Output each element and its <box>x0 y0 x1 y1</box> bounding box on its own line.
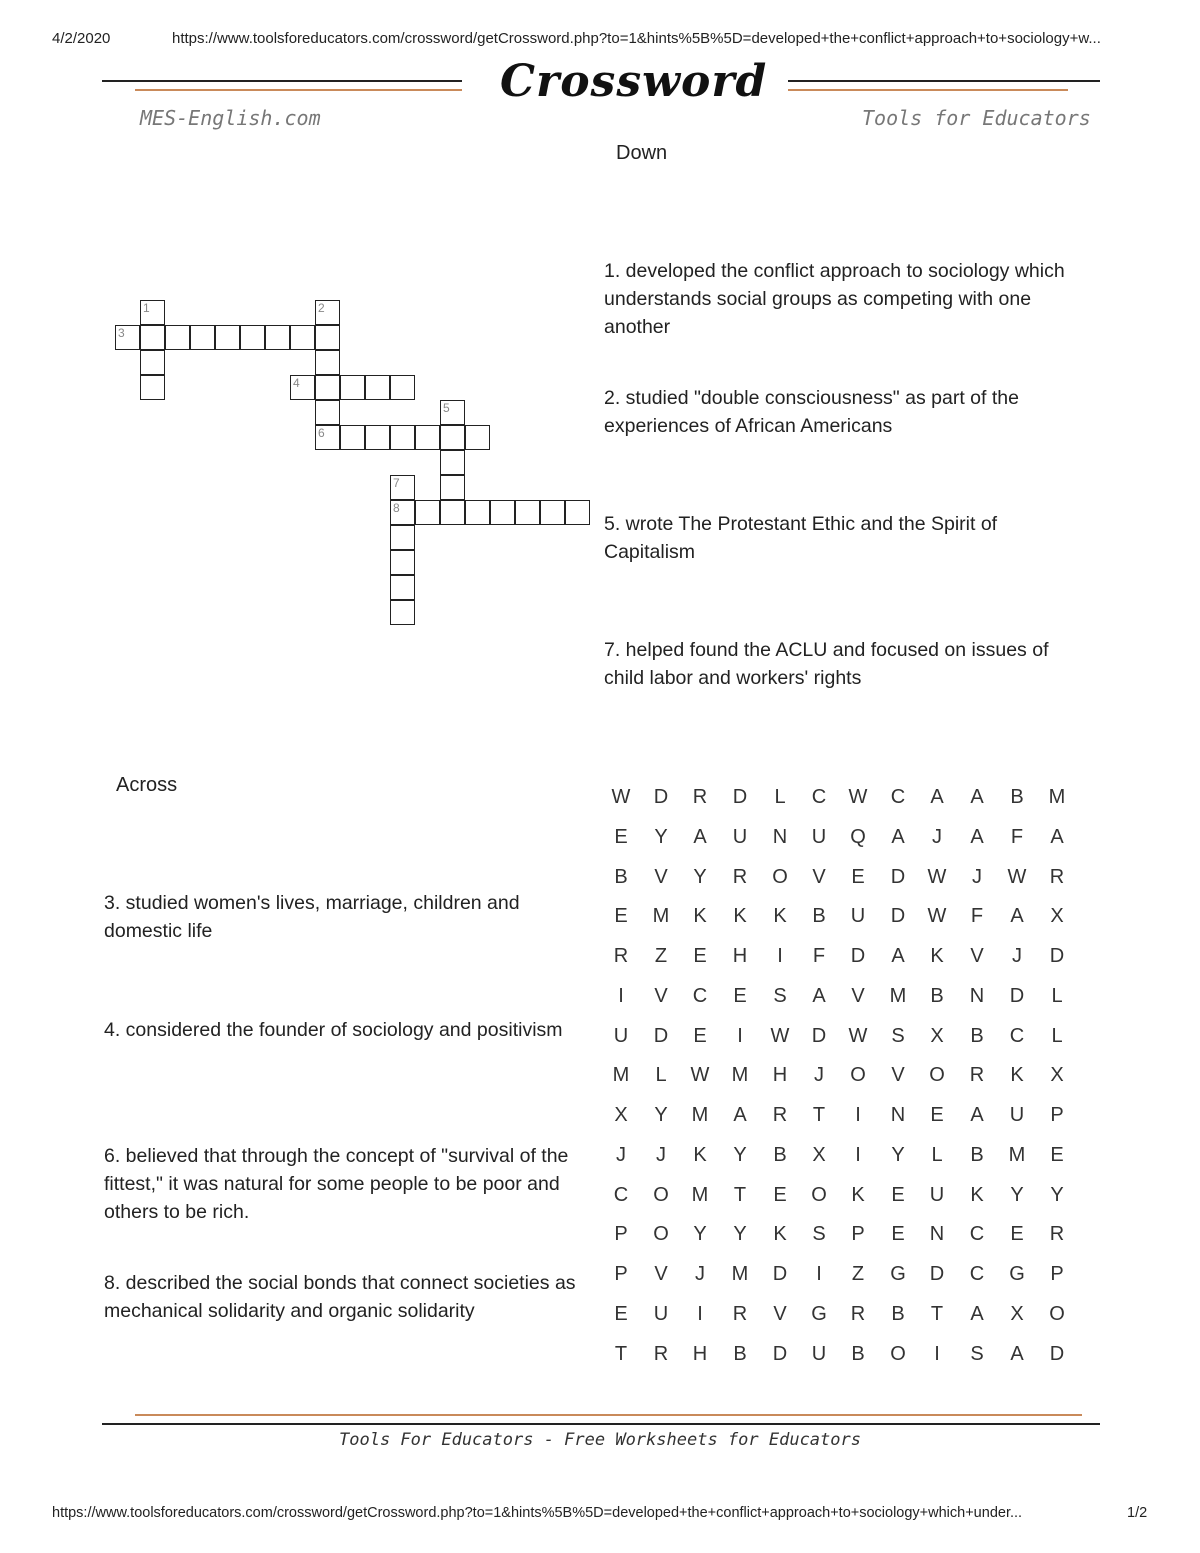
word-search-letter[interactable]: U <box>811 825 827 848</box>
word-search-letter[interactable]: J <box>656 1143 666 1166</box>
page-number: 1/2 <box>1127 1505 1148 1521</box>
word-search-letter[interactable]: C <box>692 984 708 1007</box>
word-search-letter[interactable]: G <box>890 1263 906 1285</box>
word-search-letter[interactable]: B <box>733 1342 747 1365</box>
word-search-letter[interactable]: U <box>732 825 748 848</box>
word-search-letter[interactable]: I <box>816 1263 822 1285</box>
word-search-letter[interactable]: W <box>848 1024 868 1047</box>
word-search-letter[interactable]: B <box>851 1342 865 1365</box>
word-search-letter[interactable]: A <box>693 825 707 848</box>
word-search-letter[interactable]: Y <box>654 825 668 848</box>
word-search-letter[interactable]: X <box>1050 905 1064 928</box>
word-search-letter[interactable]: R <box>613 945 629 967</box>
crossword-clue-number: 2 <box>318 301 325 315</box>
word-search-letter[interactable]: L <box>655 1064 667 1087</box>
word-search-letter[interactable]: W <box>611 786 631 808</box>
word-search-letter[interactable]: B <box>812 905 826 928</box>
word-search-letter[interactable]: A <box>1010 905 1024 928</box>
word-search-letter[interactable]: H <box>732 945 748 967</box>
word-search-letter[interactable]: B <box>970 1143 984 1166</box>
word-search-letter[interactable]: F <box>1010 825 1024 848</box>
word-search-letter[interactable]: A <box>930 786 944 808</box>
word-search-letter[interactable]: K <box>851 1183 865 1206</box>
word-search-letter[interactable]: V <box>654 1263 668 1285</box>
crossword-cell[interactable] <box>115 325 140 350</box>
crossword-cell[interactable] <box>515 500 540 525</box>
word-search-letter[interactable]: O <box>929 1064 945 1087</box>
word-search-letter[interactable]: D <box>772 1342 788 1365</box>
word-search-letter[interactable]: E <box>614 1302 628 1325</box>
word-search-letter[interactable]: A <box>970 1302 984 1325</box>
down-clue-2: 2. studied "double consciousness" as part of the experiences of African Americans <box>604 387 1019 437</box>
word-search-letter[interactable]: P <box>614 1223 628 1246</box>
crossword-cell[interactable] <box>190 325 215 350</box>
crossword-clue-number: 5 <box>443 401 450 415</box>
word-search-letter[interactable]: F <box>812 945 826 967</box>
word-search-letter[interactable]: E <box>614 905 628 928</box>
word-search-letter[interactable]: G <box>1009 1263 1025 1285</box>
crossword-cell[interactable] <box>565 500 590 525</box>
crossword-cell[interactable] <box>140 325 165 350</box>
word-search-letter[interactable]: L <box>1051 984 1063 1007</box>
word-search-letter[interactable]: K <box>773 905 787 928</box>
word-search-letter[interactable]: C <box>811 786 827 808</box>
word-search-letter[interactable]: J <box>616 1143 626 1166</box>
word-search-letter[interactable]: E <box>614 825 628 848</box>
word-search-letter[interactable]: L <box>1051 1024 1063 1047</box>
crossword-cell[interactable] <box>440 500 465 525</box>
word-search-letter[interactable]: E <box>851 865 865 888</box>
word-search-letter[interactable]: I <box>777 945 783 967</box>
word-search-letter[interactable]: I <box>737 1024 743 1047</box>
crossword-cell[interactable] <box>465 500 490 525</box>
word-search-letter[interactable]: E <box>693 945 707 967</box>
crossword-cell[interactable] <box>390 525 415 550</box>
word-search-letter[interactable]: X <box>1010 1302 1024 1325</box>
word-search-letter[interactable]: K <box>693 905 707 928</box>
word-search-letter[interactable]: U <box>850 905 866 928</box>
page-url: https://www.toolsforeducators.com/crossword/getCrossword.php?to=1&hints%5B%5D=developed+the+conflict+approach+to+sociology+which+under... <box>52 1505 1023 1521</box>
crossword-cell[interactable] <box>215 325 240 350</box>
word-search-letter[interactable]: T <box>812 1104 826 1126</box>
word-search-letter[interactable]: E <box>1010 1223 1024 1246</box>
word-search-letter[interactable]: L <box>774 786 786 808</box>
crossword-cell[interactable] <box>390 375 415 400</box>
word-search-letter[interactable]: M <box>691 1104 709 1126</box>
word-search-letter[interactable]: G <box>811 1302 827 1325</box>
word-search-letter[interactable]: E <box>891 1183 905 1206</box>
crossword-cell[interactable] <box>490 500 515 525</box>
word-search-letter[interactable]: W <box>690 1064 710 1087</box>
footer-text: Tools For Educators - Free Worksheets for Educators <box>339 1430 861 1450</box>
word-search-letter[interactable]: A <box>733 1104 747 1126</box>
down-clue-7: 7. helped found the ACLU and focused on issues of child labor and workers' rights <box>604 639 1049 689</box>
word-search-letter[interactable]: D <box>890 905 906 928</box>
word-search-letter[interactable]: R <box>692 786 708 808</box>
word-search-letter[interactable]: D <box>850 945 866 967</box>
crossword-cell[interactable] <box>440 475 465 500</box>
word-search-letter[interactable]: E <box>773 1183 787 1206</box>
word-search-letter[interactable]: K <box>733 905 747 928</box>
word-search-letter[interactable]: Y <box>693 1223 707 1246</box>
word-search-letter[interactable]: V <box>812 865 826 888</box>
word-search-letter[interactable]: P <box>851 1223 865 1246</box>
word-search-letter[interactable]: R <box>772 1104 788 1126</box>
across-clue-8: 8. described the social bonds that connect societies as mechanical solidarity and organic solidarity <box>104 1272 576 1322</box>
word-search-letter[interactable]: Y <box>733 1223 747 1246</box>
crossword-cell[interactable] <box>265 325 290 350</box>
print-date: 4/2/2020 <box>52 30 111 47</box>
word-search-letter[interactable]: O <box>850 1064 866 1087</box>
word-search-letter[interactable]: M <box>691 1183 709 1206</box>
word-search-letter[interactable]: I <box>697 1302 703 1325</box>
word-search-letter[interactable]: N <box>929 1223 945 1246</box>
word-search-letter[interactable]: W <box>927 865 947 888</box>
word-search-letter[interactable]: D <box>890 865 906 888</box>
word-search-letter[interactable]: D <box>1049 945 1065 967</box>
word-search-letter[interactable]: A <box>970 1104 984 1126</box>
word-search-letter[interactable]: C <box>1009 1024 1025 1047</box>
word-search-letter[interactable]: D <box>653 786 669 808</box>
print-url: https://www.toolsforeducators.com/crossword/getCrossword.php?to=1&hints%5B%5D=developed+the+conflict+approach+to+sociology+w... <box>172 30 1101 47</box>
word-search-letter[interactable]: Y <box>1010 1183 1024 1206</box>
crossword-clue-number: 7 <box>393 476 400 490</box>
crossword-cell[interactable] <box>340 375 365 400</box>
word-search-letter[interactable]: S <box>812 1223 826 1246</box>
crossword-cell[interactable] <box>390 475 415 500</box>
crossword-cell[interactable] <box>315 425 340 450</box>
word-search-letter[interactable]: Y <box>891 1143 905 1166</box>
word-search-letter[interactable]: H <box>692 1342 708 1365</box>
word-search-letter[interactable]: J <box>814 1064 824 1087</box>
word-search-letter[interactable]: S <box>891 1024 905 1047</box>
word-search-letter[interactable]: J <box>695 1263 705 1285</box>
word-search-letter[interactable]: J <box>972 865 982 888</box>
word-search-letter[interactable]: Z <box>851 1263 865 1285</box>
word-search-letter[interactable]: V <box>654 984 668 1007</box>
word-search-letter[interactable]: A <box>812 984 826 1007</box>
word-search-letter[interactable]: O <box>653 1223 669 1246</box>
word-search-letter[interactable]: U <box>653 1302 669 1325</box>
crossword-cell[interactable] <box>315 375 340 400</box>
word-search-letter[interactable]: M <box>731 1263 749 1285</box>
word-search-letter[interactable]: K <box>930 945 944 967</box>
word-search-letter[interactable]: X <box>1050 1064 1064 1087</box>
word-search-letter[interactable]: N <box>969 984 985 1007</box>
word-search-letter[interactable]: Y <box>693 865 707 888</box>
word-search-letter[interactable]: I <box>855 1143 861 1166</box>
word-search-letter[interactable]: R <box>850 1302 866 1325</box>
word-search-letter[interactable]: W <box>770 1024 790 1047</box>
page-title: Crossword <box>500 56 768 107</box>
word-search-letter[interactable]: A <box>970 825 984 848</box>
word-search-letter[interactable]: U <box>1009 1104 1025 1126</box>
crossword-cell[interactable] <box>440 450 465 475</box>
word-search-letter[interactable]: F <box>970 905 984 928</box>
word-search-letter[interactable]: C <box>890 786 906 808</box>
word-search-letter[interactable]: Y <box>654 1104 668 1126</box>
word-search-letter[interactable]: K <box>970 1183 984 1206</box>
crossword-cell[interactable] <box>365 375 390 400</box>
word-search-letter[interactable]: V <box>773 1302 787 1325</box>
word-search-letter[interactable]: O <box>772 865 788 888</box>
word-search-letter[interactable]: Q <box>850 825 866 848</box>
word-search-letter[interactable]: A <box>1010 1342 1024 1365</box>
word-search-letter[interactable]: O <box>890 1342 906 1365</box>
word-search-letter[interactable]: H <box>772 1064 788 1087</box>
crossword-cell[interactable] <box>165 325 190 350</box>
crossword-cell[interactable] <box>390 575 415 600</box>
word-search-letter[interactable]: S <box>773 984 787 1007</box>
word-search-letter[interactable]: T <box>614 1342 628 1365</box>
word-search-letter[interactable]: V <box>851 984 865 1007</box>
word-search-letter[interactable]: M <box>731 1064 749 1087</box>
word-search-letter[interactable]: I <box>934 1342 940 1365</box>
word-search-letter[interactable]: K <box>773 1223 787 1246</box>
crossword-cell[interactable] <box>365 425 390 450</box>
word-search-letter[interactable]: E <box>1050 1143 1064 1166</box>
header-rule-right-accent <box>788 89 1068 91</box>
word-search-letter[interactable]: M <box>652 905 670 928</box>
crossword-cell[interactable] <box>390 600 415 625</box>
word-search-letter[interactable]: D <box>1049 1342 1065 1365</box>
word-search-letter[interactable]: B <box>930 984 944 1007</box>
word-search-letter[interactable]: J <box>932 825 942 848</box>
word-search-letter[interactable]: A <box>970 786 984 808</box>
word-search-letter[interactable]: X <box>614 1104 628 1126</box>
across-clue-4: 4. considered the founder of sociology and positivism <box>104 1019 563 1041</box>
word-search-letter[interactable]: W <box>848 786 868 808</box>
word-search-letter[interactable]: T <box>733 1183 747 1206</box>
word-search-letter[interactable]: O <box>811 1183 827 1206</box>
word-search-letter[interactable]: O <box>653 1183 669 1206</box>
word-search-letter[interactable]: C <box>969 1223 985 1246</box>
crossword-cell[interactable] <box>465 425 490 450</box>
crossword-cell[interactable] <box>340 425 365 450</box>
word-search-letter[interactable]: S <box>970 1342 984 1365</box>
word-search-letter[interactable]: M <box>1008 1143 1026 1166</box>
word-search-letter[interactable]: U <box>929 1183 945 1206</box>
crossword-cell[interactable] <box>315 400 340 425</box>
word-search-letter[interactable]: E <box>891 1223 905 1246</box>
word-search-letter[interactable]: I <box>618 984 624 1007</box>
crossword-clue-number: 4 <box>293 376 300 390</box>
crossword-clue-number: 6 <box>318 426 325 440</box>
word-search-letter[interactable]: P <box>1050 1104 1064 1126</box>
word-search-letter[interactable]: K <box>693 1143 707 1166</box>
across-clue-6: 6. believed that through the concept of "survival of the fittest," it was natural for some people to be poor and others to be rich. <box>104 1145 569 1223</box>
word-search-letter[interactable]: Z <box>654 945 668 967</box>
word-search-letter[interactable]: B <box>1010 786 1024 808</box>
word-search-letter[interactable]: D <box>653 1024 669 1047</box>
brand-right: Tools for Educators <box>862 106 1091 130</box>
header-rule-right <box>788 80 1100 82</box>
word-search-letter[interactable]: U <box>811 1342 827 1365</box>
word-search-letter[interactable]: L <box>931 1143 943 1166</box>
word-search-letter[interactable]: U <box>613 1024 629 1047</box>
footer-rule-accent <box>135 1414 1082 1416</box>
word-search-letter[interactable]: T <box>930 1302 944 1325</box>
crossword-cell[interactable] <box>390 425 415 450</box>
word-search-letter[interactable]: A <box>891 945 905 967</box>
word-search-letter[interactable]: R <box>969 1064 985 1087</box>
crossword-cell[interactable] <box>390 550 415 575</box>
word-search-letter[interactable]: Y <box>733 1143 747 1166</box>
down-clue-1: 1. developed the conflict approach to sociology which understands social groups as competing with one another <box>604 260 1065 338</box>
word-search-letter[interactable]: B <box>891 1302 905 1325</box>
crossword-clue-number: 8 <box>393 501 400 515</box>
crossword-cell[interactable] <box>540 500 565 525</box>
word-search-letter[interactable]: M <box>1048 786 1066 808</box>
crossword-cell[interactable] <box>140 350 165 375</box>
word-search-letter[interactable]: D <box>772 1263 788 1285</box>
crossword-cell[interactable] <box>315 325 340 350</box>
word-search-letter[interactable]: I <box>855 1104 861 1126</box>
word-search-letter[interactable]: P <box>614 1263 628 1285</box>
header-rule-left-accent <box>135 89 462 91</box>
crossword-cell[interactable] <box>290 375 315 400</box>
word-search-letter[interactable]: M <box>612 1064 630 1087</box>
word-search-letter[interactable]: N <box>890 1104 906 1126</box>
word-search-letter[interactable]: O <box>1049 1302 1065 1325</box>
crossword-cell[interactable] <box>440 400 465 425</box>
crossword-cell[interactable] <box>290 325 315 350</box>
word-search-letter[interactable]: W <box>927 905 947 928</box>
word-search-letter[interactable]: R <box>732 865 748 888</box>
word-search-letter[interactable]: X <box>930 1024 944 1047</box>
word-search-letter[interactable]: D <box>732 786 748 808</box>
down-clue-5: 5. wrote The Protestant Ethic and the Spirit of Capitalism <box>604 513 998 563</box>
word-search-letter[interactable]: J <box>1012 945 1022 967</box>
word-search-letter[interactable]: V <box>891 1064 905 1087</box>
word-search-letter[interactable]: V <box>654 865 668 888</box>
crossword-clue-number: 3 <box>118 326 125 340</box>
crossword-cell[interactable] <box>415 500 440 525</box>
across-label: Across <box>116 774 178 796</box>
word-search-letter[interactable]: N <box>772 825 788 848</box>
word-search-letter[interactable]: C <box>613 1183 629 1206</box>
down-label: Down <box>616 142 668 164</box>
word-search-letter[interactable]: R <box>732 1302 748 1325</box>
word-search-letter[interactable]: D <box>1009 984 1025 1007</box>
crossword-cell[interactable] <box>315 300 340 325</box>
word-search-letter[interactable]: E <box>930 1104 944 1126</box>
word-search-letter[interactable]: E <box>733 984 747 1007</box>
word-search-letter[interactable]: B <box>614 865 628 888</box>
crossword-cell[interactable] <box>415 425 440 450</box>
word-search-letter[interactable]: V <box>970 945 984 967</box>
crossword-cell[interactable] <box>140 300 165 325</box>
word-search-letter[interactable]: R <box>1049 1223 1065 1246</box>
brand-left: MES-English.com <box>140 106 321 130</box>
word-search-letter[interactable]: W <box>1007 865 1027 888</box>
word-search-letter[interactable]: M <box>889 984 907 1007</box>
word-search-letter[interactable]: B <box>970 1024 984 1047</box>
word-search-letter[interactable]: P <box>1050 1263 1064 1285</box>
crossword-cell[interactable] <box>390 500 415 525</box>
word-search-letter[interactable]: X <box>812 1143 826 1166</box>
word-search-letter[interactable]: K <box>1010 1064 1024 1087</box>
word-search-letter[interactable]: C <box>969 1263 985 1285</box>
word-search-letter[interactable]: R <box>653 1342 669 1365</box>
crossword-clue-number: 1 <box>143 301 150 315</box>
word-search-letter[interactable]: B <box>773 1143 787 1166</box>
across-clue-3: 3. studied women's lives, marriage, children and domestic life <box>104 892 520 942</box>
word-search-letter[interactable]: A <box>1050 825 1064 848</box>
word-search-letter[interactable]: Y <box>1050 1183 1064 1206</box>
crossword-cell[interactable] <box>440 425 465 450</box>
footer-rule <box>102 1423 1100 1425</box>
crossword-cell[interactable] <box>315 350 340 375</box>
word-search-letter[interactable]: R <box>1049 865 1065 888</box>
header-rule-left <box>102 80 462 82</box>
word-search-letter[interactable]: A <box>891 825 905 848</box>
crossword-cell[interactable] <box>240 325 265 350</box>
word-search-letter[interactable]: D <box>929 1263 945 1285</box>
word-search-letter[interactable]: D <box>811 1024 827 1047</box>
crossword-cell[interactable] <box>140 375 165 400</box>
word-search-letter[interactable]: E <box>693 1024 707 1047</box>
